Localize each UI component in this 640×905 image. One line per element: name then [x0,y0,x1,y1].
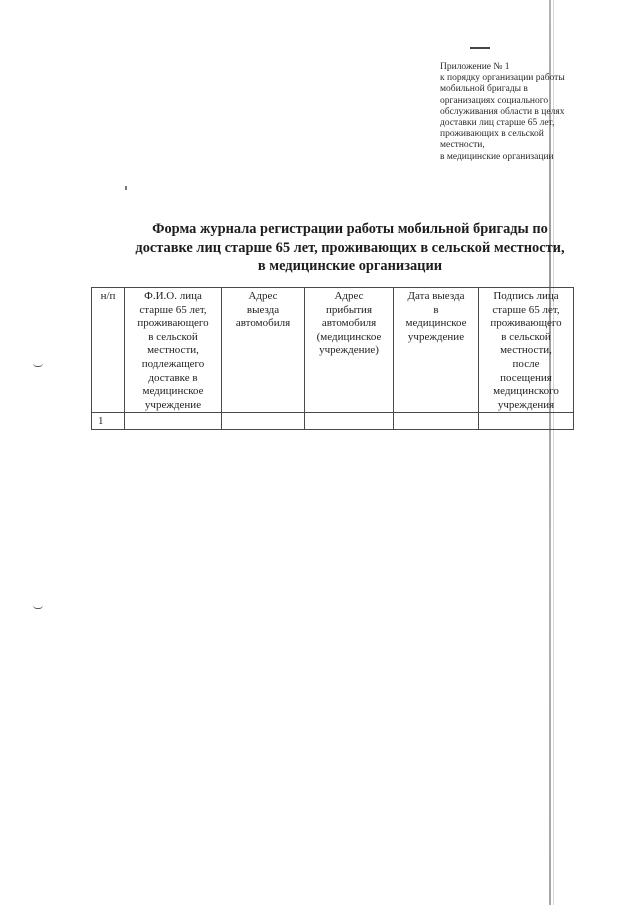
appendix-note [440,62,600,163]
header-signature: Подпись лица старше 65 лет, проживающего в сельской местности, после посещения медицинского учреждения [479,288,574,413]
scan-tick-mark [33,605,43,609]
header-arrival-address: Адрес прибытия автомобиля (медицинское учреждение) [305,288,394,413]
title-line: Форма журнала регистрации работы мобильной бригады по [152,221,548,237]
appendix-line: Приложение № 1 [440,62,510,72]
appendix-line: проживающих в сельской [440,129,544,140]
scan-tick-mark [33,363,43,367]
table-cell [305,413,394,430]
appendix-line: доставки лиц старше 65 лет, [440,118,555,129]
table-cell-number: 1 [92,413,125,430]
header-number: н/п [92,288,125,413]
header-departure-address: Адрес выезда автомобиля [222,288,305,413]
appendix-line: организациях социального [440,95,549,106]
table-row [92,413,574,430]
header-full-name: Ф.И.О. лица старше 65 лет, проживающего в сельской местности, подлежащего доставке в медицинское учреждение [125,288,222,413]
title-line: в медицинские организации [257,258,443,274]
header-departure-date: Дата выезда в медицинское учреждение [394,288,479,413]
table-cell [222,413,305,430]
table-cell [479,413,574,430]
appendix-line: местности, [440,140,485,151]
appendix-line: к порядку организации работы [440,73,565,84]
journal-table [91,287,574,430]
appendix-line: мобильной бригады в [440,84,528,95]
title-line: доставке лиц старше 65 лет, проживающих в сельской местности, [135,239,565,256]
table-cell [394,413,479,430]
appendix-line: в медицинские организации [440,151,554,162]
document-title [110,220,590,276]
scan-dot-mark [125,186,127,190]
table-header-row [92,288,574,413]
appendix-line: обслуживания области в целях [440,106,565,117]
scan-dash-mark [470,47,490,49]
table-cell [125,413,222,430]
